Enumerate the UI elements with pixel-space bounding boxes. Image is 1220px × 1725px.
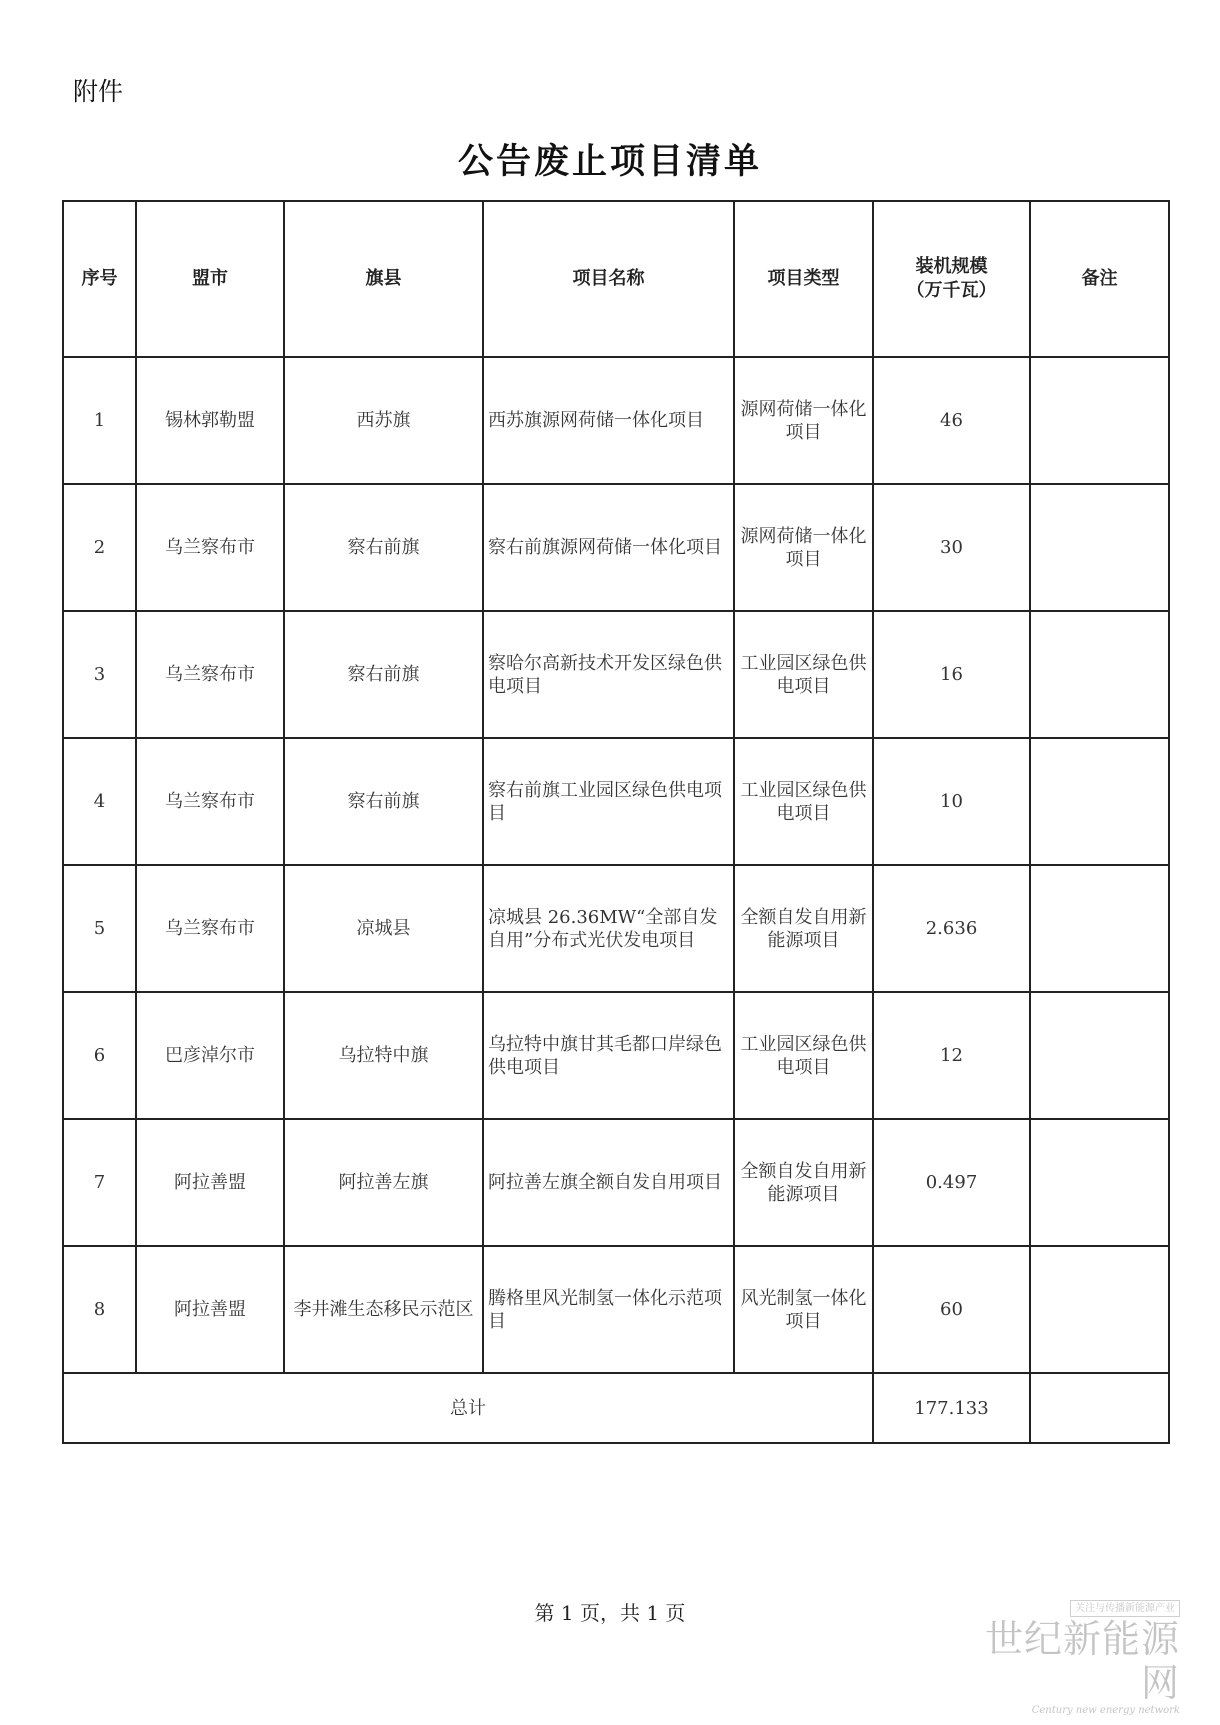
table-row	[63, 1246, 1169, 1373]
cell-league-city: 乌兰察布市	[136, 611, 284, 738]
cell-project-name: 察哈尔高新技术开发区绿色供电项目	[483, 611, 734, 738]
document-title: 公告废止项目清单	[457, 142, 762, 182]
cell-project-name: 西苏旗源网荷储一体化项目	[483, 357, 734, 484]
table-row	[63, 1119, 1169, 1246]
cell-league-city: 阿拉善盟	[136, 1246, 284, 1373]
cell-league-city: 乌兰察布市	[136, 484, 284, 611]
cell-capacity: 2.636	[873, 865, 1030, 992]
cell-project-type: 全额自发自用新能源项目	[734, 865, 873, 992]
cell-remarks	[1030, 865, 1169, 992]
cell-project-name: 察右前旗工业园区绿色供电项目	[483, 738, 734, 865]
cell-county: 乌拉特中旗	[284, 992, 483, 1119]
cell-county: 凉城县	[284, 865, 483, 992]
project-table	[62, 200, 1170, 1444]
cell-project-type: 工业园区绿色供电项目	[734, 992, 873, 1119]
header-project-name: 项目名称	[483, 201, 734, 357]
table-row	[63, 738, 1169, 865]
cell-project-name: 察右前旗源网荷储一体化项目	[483, 484, 734, 611]
page-footer: 第 1 页，共 1 页	[534, 1601, 686, 1625]
header-league-city: 盟市	[136, 201, 284, 357]
cell-capacity: 60	[873, 1246, 1030, 1373]
cell-project-type: 风光制氢一体化项目	[734, 1246, 873, 1373]
cell-capacity: 30	[873, 484, 1030, 611]
cell-league-city: 乌兰察布市	[136, 865, 284, 992]
cell-county: 察右前旗	[284, 484, 483, 611]
table-row	[63, 484, 1169, 611]
cell-index: 8	[63, 1246, 136, 1373]
cell-project-type: 工业园区绿色供电项目	[734, 738, 873, 865]
cell-league-city: 锡林郭勒盟	[136, 357, 284, 484]
cell-county: 阿拉善左旗	[284, 1119, 483, 1246]
table-row	[63, 357, 1169, 484]
cell-index: 5	[63, 865, 136, 992]
cell-remarks	[1030, 738, 1169, 865]
cell-project-type: 工业园区绿色供电项目	[734, 611, 873, 738]
cell-capacity: 16	[873, 611, 1030, 738]
cell-capacity: 12	[873, 992, 1030, 1119]
cell-capacity: 46	[873, 357, 1030, 484]
cell-county: 察右前旗	[284, 738, 483, 865]
cell-league-city: 巴彦淖尔市	[136, 992, 284, 1119]
cell-remarks	[1030, 1119, 1169, 1246]
cell-index: 4	[63, 738, 136, 865]
cell-league-city: 阿拉善盟	[136, 1119, 284, 1246]
cell-project-type: 源网荷储一体化项目	[734, 484, 873, 611]
table-row	[63, 992, 1169, 1119]
cell-project-type: 全额自发自用新能源项目	[734, 1119, 873, 1246]
table-row	[63, 865, 1169, 992]
total-remarks	[1030, 1373, 1169, 1443]
header-county: 旗县	[284, 201, 483, 357]
attachment-label: 附件	[73, 77, 124, 106]
cell-project-name: 凉城县 26.36MW“全部自发自用”分布式光伏发电项目	[483, 865, 734, 992]
cell-project-name: 阿拉善左旗全额自发自用项目	[483, 1119, 734, 1246]
cell-county: 察右前旗	[284, 611, 483, 738]
cell-project-name: 乌拉特中旗甘其毛都口岸绿色供电项目	[483, 992, 734, 1119]
header-index: 序号	[63, 201, 136, 357]
cell-remarks	[1030, 611, 1169, 738]
cell-capacity: 0.497	[873, 1119, 1030, 1246]
total-label: 总计	[63, 1373, 873, 1443]
cell-county: 西苏旗	[284, 357, 483, 484]
cell-index: 6	[63, 992, 136, 1119]
cell-project-name: 腾格里风光制氢一体化示范项目	[483, 1246, 734, 1373]
cell-index: 3	[63, 611, 136, 738]
table-row	[63, 611, 1169, 738]
header-remarks: 备注	[1030, 201, 1169, 357]
watermark-english: Century new energy network	[1031, 1705, 1180, 1716]
header-project-type: 项目类型	[734, 201, 873, 357]
cell-capacity: 10	[873, 738, 1030, 865]
total-capacity: 177.133	[873, 1373, 1030, 1443]
header-capacity: 装机规模（万千瓦）	[873, 201, 1030, 357]
cell-remarks	[1030, 1246, 1169, 1373]
cell-index: 1	[63, 357, 136, 484]
cell-county: 李井滩生态移民示范区	[284, 1246, 483, 1373]
cell-project-type: 源网荷储一体化项目	[734, 357, 873, 484]
cell-index: 7	[63, 1119, 136, 1246]
table-header-row	[63, 201, 1169, 357]
cell-league-city: 乌兰察布市	[136, 738, 284, 865]
cell-remarks	[1030, 992, 1169, 1119]
watermark-name: 世纪新能源网	[984, 1617, 1180, 1705]
cell-remarks	[1030, 357, 1169, 484]
table-total-row	[63, 1373, 1169, 1443]
watermark-tag: 关注与传播新能源产业	[1070, 1600, 1180, 1617]
watermark	[980, 1596, 1180, 1717]
cell-remarks	[1030, 484, 1169, 611]
cell-index: 2	[63, 484, 136, 611]
